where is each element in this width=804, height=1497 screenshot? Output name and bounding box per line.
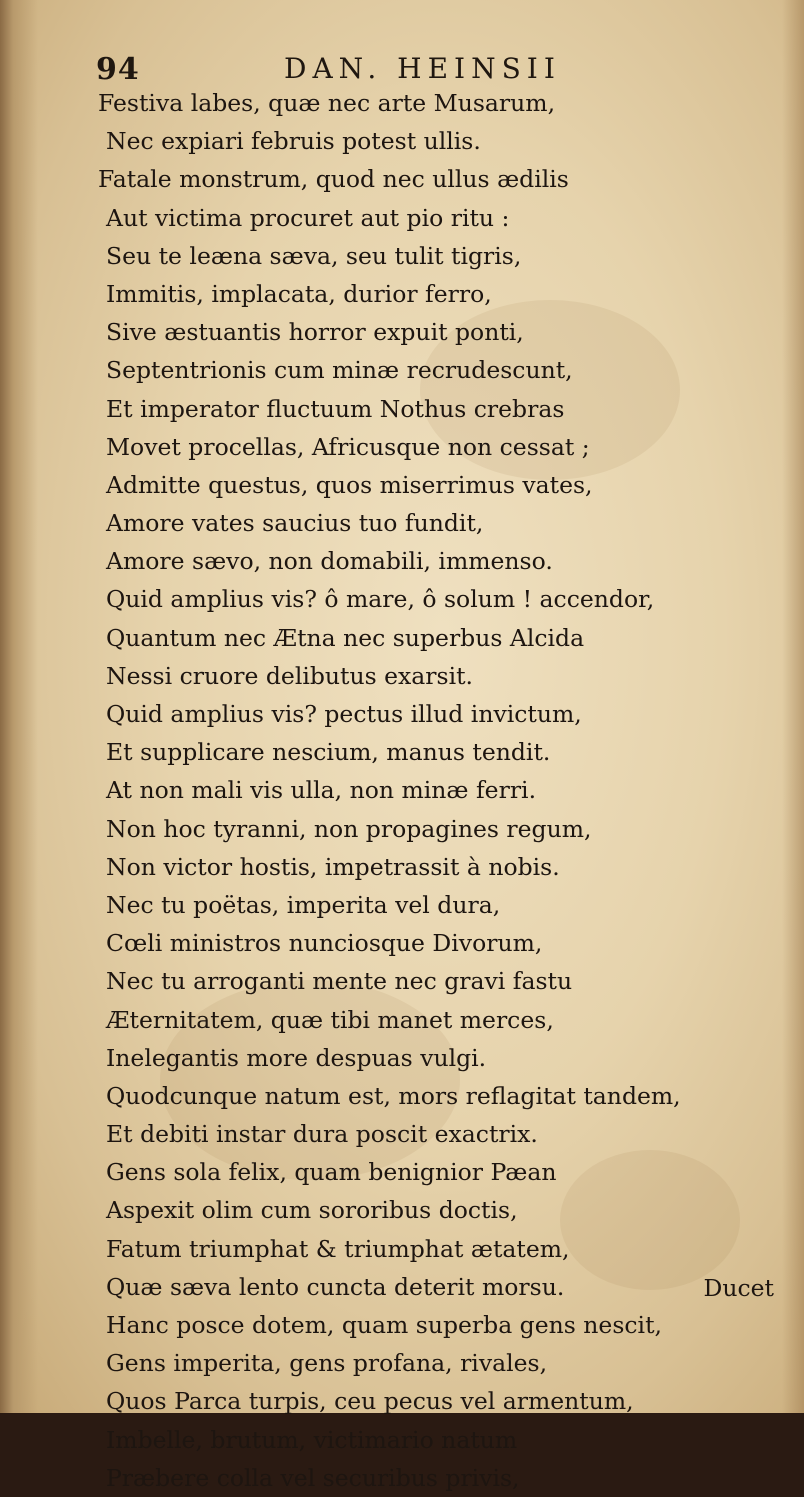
verse-line: Imbelle, brutum, victimario natum xyxy=(106,1425,518,1454)
verse-line: Quæ sæva lento cuncta deterit morsu. xyxy=(106,1272,565,1301)
verse-line: Septentrionis cum minæ recrudescunt, xyxy=(106,356,573,385)
verse-line: Nec tu poëtas, imperita vel dura, xyxy=(106,890,501,919)
verse-line: Non victor hostis, impetrassit à nobis. xyxy=(106,852,560,881)
verse-line: Cœli ministros nunciosque Divorum, xyxy=(106,929,543,958)
verse-line: Nec tu arroganti mente nec gravi fastu xyxy=(106,967,573,996)
verse-line: Et supplicare nescium, manus tendit. xyxy=(106,738,551,767)
verse-line: Aut victima procuret aut pio ritu : xyxy=(106,203,510,232)
verse-line: Amore vates saucius tuo fundit, xyxy=(106,509,484,538)
verse-line: Movet procellas, Africusque non cessat ; xyxy=(106,432,590,461)
verse-line: Seu te leæna sæva, seu tulit tigris, xyxy=(106,241,522,270)
verse-line: Inelegantis more despuas vulgi. xyxy=(106,1043,487,1072)
verse-line: Gens sola felix, quam benignior Pæan xyxy=(106,1158,557,1187)
verse-line: Immitis, implacata, durior ferro, xyxy=(106,279,492,308)
verse-line: Æternitatem, quæ tibi manet merces, xyxy=(106,1005,554,1034)
verse-line: Gens imperita, gens profana, rivales, xyxy=(106,1349,548,1378)
verse-line: Hanc posce dotem, quam superba gens nescit, xyxy=(106,1311,662,1339)
verse-line: Non hoc tyranni, non propagines regum, xyxy=(106,814,592,843)
running-head: DAN. HEINSII xyxy=(284,52,561,85)
verse-line: Amore sævo, non domabili, immenso. xyxy=(106,547,553,576)
verse-line: Quid amplius vis? ô mare, ô solum ! accendor, xyxy=(106,585,655,614)
verse-line: Quodcunque natum est, mors reflagitat tandem, xyxy=(106,1081,681,1110)
verse-line: Quantum nec Ætna nec superbus Alcida xyxy=(106,623,585,652)
verse-line: Fatale monstrum, quod nec ullus ædilis xyxy=(98,165,569,194)
verse-line: Quos Parca turpis, ceu pecus vel armentum, xyxy=(106,1387,634,1416)
verse-line: Aspexit olim cum sororibus doctis, xyxy=(106,1196,518,1225)
catchword: Ducet xyxy=(703,1274,774,1302)
page-number: 94 xyxy=(96,52,140,87)
verse-line: At non mali vis ulla, non minæ ferri. xyxy=(106,776,537,805)
verse-line: Præbere colla vel securibus privis, xyxy=(106,1463,520,1492)
verse-line: Nec expiari februis potest ullis. xyxy=(106,127,481,156)
verse-line: Festiva labes, quæ nec arte Musarum, xyxy=(98,89,556,117)
verse-line: Admitte questus, quos miserrimus vates, xyxy=(106,470,593,499)
verse-line: Et debiti instar dura poscit exactrix. xyxy=(106,1120,538,1149)
verse-line: Et imperator fluctuum Nothus crebras xyxy=(106,394,565,423)
verse-line: Sive æstuantis horror expuit ponti, xyxy=(106,318,524,347)
verse-line: Quid amplius vis? pectus illud invictum, xyxy=(106,700,582,728)
verse-line: Fatum triumphat & triumphat ætatem, xyxy=(106,1234,570,1263)
poem-text xyxy=(98,84,738,1497)
verse-line: Nessi cruore delibutus exarsit. xyxy=(106,661,474,690)
